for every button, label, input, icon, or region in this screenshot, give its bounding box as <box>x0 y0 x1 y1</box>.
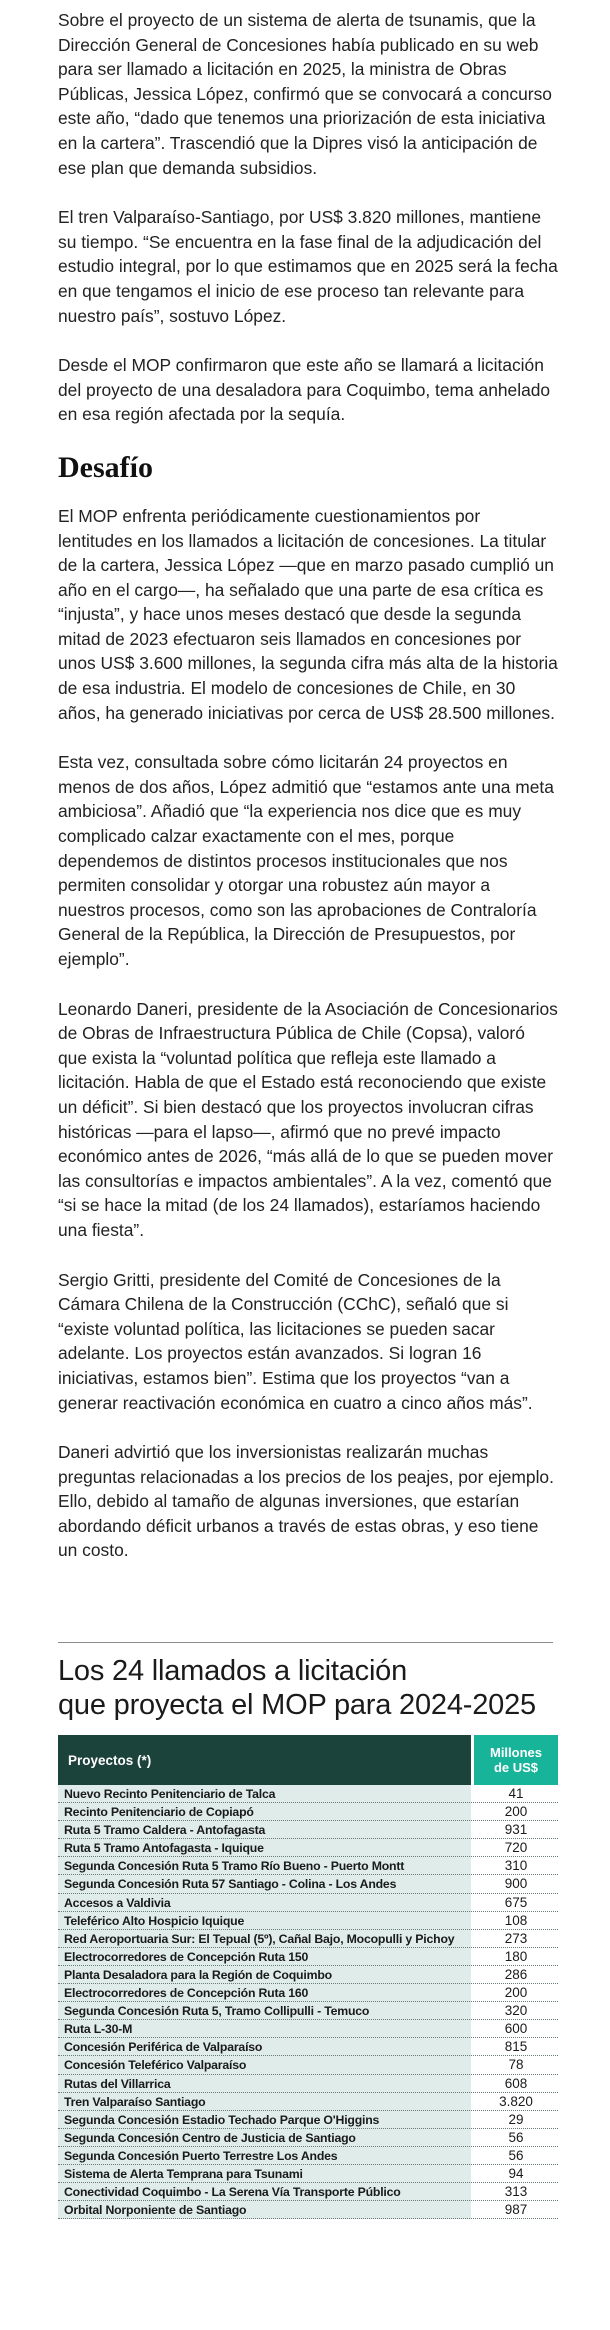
project-name: Electrocorredores de Concepción Ruta 160 <box>58 1984 471 2002</box>
project-name: Planta Desaladora para la Región de Coquimbo <box>58 1966 471 1984</box>
table-row <box>58 2038 558 2056</box>
infographic-title-line1: Los 24 llamados a licitación <box>58 1655 408 1687</box>
project-value: 320 <box>474 2002 558 2020</box>
project-value: 608 <box>474 2075 558 2093</box>
table-row <box>58 2201 558 2219</box>
project-value: 600 <box>474 2020 558 2038</box>
table-row <box>58 2111 558 2129</box>
project-name: Segunda Concesión Centro de Justicia de Santiago <box>58 2129 471 2147</box>
project-value: 180 <box>474 1948 558 1966</box>
table-row <box>58 2183 558 2201</box>
table-row <box>58 2129 558 2147</box>
project-value: 286 <box>474 1966 558 1984</box>
project-name: Ruta L-30-M <box>58 2020 471 2038</box>
projects-table <box>58 1735 558 2219</box>
table-row <box>58 1803 558 1821</box>
project-name: Electrocorredores de Concepción Ruta 150 <box>58 1948 471 1966</box>
article-paragraph: Desde el MOP confirmaron que este año se llamará a licitación del proyecto de una desaladora para Coquimbo, tema anhelado en esa región afectada por la sequía. <box>58 355 551 425</box>
project-name: Segunda Concesión Ruta 57 Santiago - Colina - Los Andes <box>58 1875 471 1893</box>
project-value: 310 <box>474 1857 558 1875</box>
article-paragraph: El tren Valparaíso-Santiago, por US$ 3.820 millones, mantiene su tiempo. “Se encuentra en la fase final de la adjudicación del estudio integral, por lo que estimamos que en 2025 será la fecha en que tengamos el inicio de ese proceso tan relevante para nuestro país”, sostuvo López. <box>58 207 558 326</box>
article-paragraph: Sobre el proyecto de un sistema de alerta de tsunamis, que la Dirección General de Concesiones había publicado en su web para ser llamado a licitación en 2025, la ministra de Obras Públicas, Jessica López, confirmó que se convocará a concurso este año, “dado que tenemos una priorización de esta iniciativa en la cartera”. Trascendió que la Dipres visó la anticipación de ese plan que demanda subsidios. <box>58 10 552 178</box>
table-row <box>58 2002 558 2020</box>
project-value: 931 <box>474 1821 558 1839</box>
project-value: 200 <box>474 1803 558 1821</box>
project-name: Conectividad Coquimbo - La Serena Vía Transporte Público <box>58 2183 471 2201</box>
project-value: 273 <box>474 1930 558 1948</box>
project-name: Segunda Concesión Estadio Techado Parque O'Higgins <box>58 2111 471 2129</box>
table-row <box>58 1894 558 1912</box>
project-value: 94 <box>474 2165 558 2183</box>
table-row <box>58 2165 558 2183</box>
project-value: 313 <box>474 2183 558 2201</box>
project-name: Rutas del Villarrica <box>58 2075 471 2093</box>
project-value: 200 <box>474 1984 558 2002</box>
article-body <box>58 0 558 1588</box>
article-paragraph: Daneri advirtió que los inversionistas realizarán muchas preguntas relacionadas a los precios de los peajes, por ejemplo. Ello, debido al tamaño de algunas inversiones, que estarían abordando déficit urbanos a través de estas obras, y eso tiene un costo. <box>58 1442 554 1561</box>
project-name: Red Aeroportuaria Sur: El Tepual (5º), Cañal Bajo, Mocopulli y Pichoy <box>58 1930 471 1948</box>
header-value-line2: de US$ <box>493 1760 539 1775</box>
header-value-line1: Millones <box>489 1745 542 1760</box>
project-value: 108 <box>474 1912 558 1930</box>
project-name: Ruta 5 Tramo Antofagasta - Iquique <box>58 1839 471 1857</box>
project-name: Nuevo Recinto Penitenciario de Talca <box>58 1785 471 1803</box>
divider <box>58 1642 553 1643</box>
project-name: Concesión Teleférico Valparaíso <box>58 2056 471 2074</box>
table-row <box>58 1875 558 1893</box>
infographic-title-line2: que proyecta el MOP para 2024-2025 <box>58 1689 536 1721</box>
table-row <box>58 1966 558 1984</box>
table-row <box>58 1912 558 1930</box>
project-value: 987 <box>474 2201 558 2219</box>
table-row <box>58 2020 558 2038</box>
project-value: 815 <box>474 2038 558 2056</box>
project-value: 41 <box>474 1785 558 1803</box>
project-name: Recinto Penitenciario de Copiapó <box>58 1803 471 1821</box>
project-name: Ruta 5 Tramo Caldera - Antofagasta <box>58 1821 471 1839</box>
project-value: 675 <box>474 1894 558 1912</box>
table-row <box>58 1948 558 1966</box>
project-value: 78 <box>474 2056 558 2074</box>
project-value: 900 <box>474 1875 558 1893</box>
table-row <box>58 2093 558 2111</box>
project-name: Tren Valparaíso Santiago <box>58 2093 471 2111</box>
project-value: 56 <box>474 2147 558 2165</box>
section-heading: Desafío <box>58 450 153 484</box>
article-paragraph: Esta vez, consultada sobre cómo licitarán 24 proyectos en menos de dos años, López admitió que “estamos ante una meta ambiciosa”. Añadió que “la experiencia nos dice que es muy complicado calzar exactamente con el mes, porque dependemos de distintos procesos institucionales que nos permiten consolidar y otorgar una robustez aún mayor a nuestros procesos, como son las aprobaciones de Contraloría General de la República, la Dirección de Presupuestos, por ejemplo”. <box>58 752 554 969</box>
table-row <box>58 2147 558 2165</box>
project-name: Concesión Periférica de Valparaíso <box>58 2038 471 2056</box>
table-body <box>58 1785 558 2219</box>
project-name: Teleférico Alto Hospicio Iquique <box>58 1912 471 1930</box>
project-name: Segunda Concesión Ruta 5 Tramo Río Bueno - Puerto Montt <box>58 1857 471 1875</box>
table-header <box>58 1735 558 1785</box>
project-name: Sistema de Alerta Temprana para Tsunami <box>58 2165 471 2183</box>
project-name: Accesos a Valdivia <box>58 1894 471 1912</box>
infographic-title <box>58 1654 558 1722</box>
table-row <box>58 2056 558 2074</box>
project-value: 3.820 <box>474 2093 558 2111</box>
article-paragraph: El MOP enfrenta periódicamente cuestionamientos por lentitudes en los llamados a licitación de concesiones. La titular de la cartera, Jessica López —que en marzo pasado cumplió un año en el cargo—, ha señalado que una parte de esa crítica es “injusta”, y hace unos meses destacó que desde la segunda mitad de 2023 efectuaron seis llamados en concesiones por unos US$ 3.600 millones, la segunda cifra más alta de la historia de esa industria. El modelo de concesiones de Chile, en 30 años, ha generado iniciativas por cerca de US$ 28.500 millones. <box>58 505 558 723</box>
header-projects: Proyectos (*) <box>58 1735 471 1785</box>
project-name: Segunda Concesión Puerto Terrestre Los Andes <box>58 2147 471 2165</box>
project-value: 29 <box>474 2111 558 2129</box>
table-row <box>58 1984 558 2002</box>
header-value <box>474 1735 558 1785</box>
table-row <box>58 1821 558 1839</box>
table-row <box>58 1785 558 1803</box>
project-value: 56 <box>474 2129 558 2147</box>
table-row <box>58 1930 558 1948</box>
table-row <box>58 1857 558 1875</box>
project-name: Orbital Norponiente de Santiago <box>58 2201 471 2219</box>
table-row <box>58 2075 558 2093</box>
project-name: Segunda Concesión Ruta 5, Tramo Collipulli - Temuco <box>58 2002 471 2020</box>
article-paragraph: Sergio Gritti, presidente del Comité de Concesiones de la Cámara Chilena de la Construcción (CChC), señaló que si “existe voluntad política, las licitaciones se pueden sacar adelante. Los proyectos están avanzados. Si logran 16 iniciativas, estamos bien”. Estima que los proyectos “van a generar reactivación económica en cuatro a cinco años más”. <box>58 1269 533 1413</box>
article-paragraph: Leonardo Daneri, presidente de la Asociación de Concesionarios de Obras de Infraestructura Pública de Chile (Copsa), valoró que exista la “voluntad política que refleja este llamado a licitación. Habla de que el Estado está reconociendo que existe un déficit”. Si bien destacó que los proyectos involucran cifras históricas —para el lapso—, afirmó que no prevé impacto económico antes de 2026, “más allá de lo que se pueden mover las consultorías e impactos ambientales”. A la vez, comentó que “si se hace la mitad (de los 24 llamados), estaríamos haciendo una fiesta”. <box>58 998 558 1240</box>
project-value: 720 <box>474 1839 558 1857</box>
table-row <box>58 1839 558 1857</box>
